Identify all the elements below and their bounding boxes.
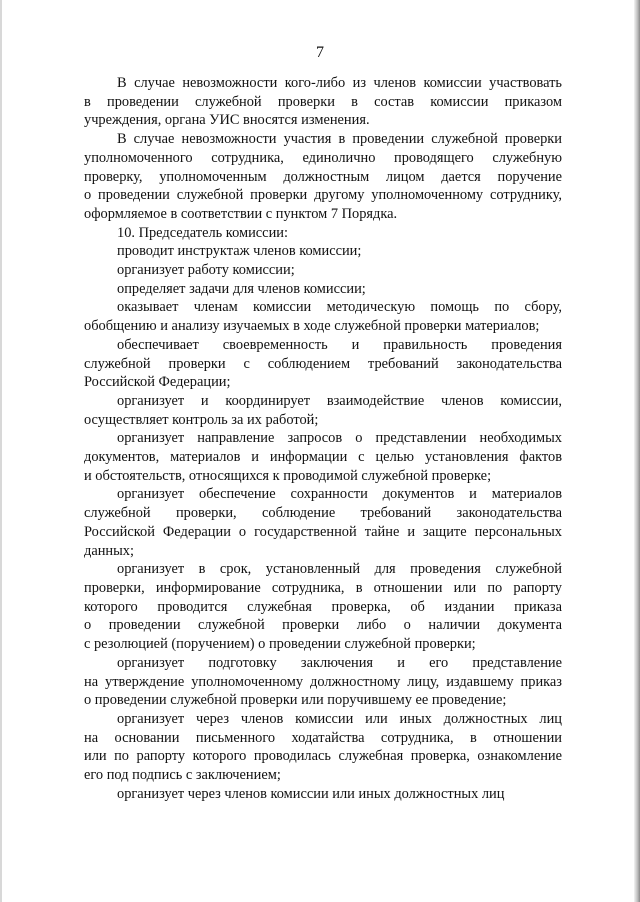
paragraph-line: В случае невозможности кого-либо из членов комиссии участвовать xyxy=(117,75,562,91)
paragraph-line: о проведении служебной проверки другому уполномоченному сотруднику, xyxy=(84,187,562,204)
document-body xyxy=(84,74,562,803)
paragraph-line: организует направление запросов о представлении необходимых xyxy=(117,430,562,447)
paragraph-line: оформляемое в соответствии с пунктом 7 Порядка. xyxy=(84,205,398,222)
paragraph-line: учреждения, органа УИС вносятся изменения. xyxy=(84,112,370,129)
paragraph-line: оказывает членам комиссии методическую помощь по сбору, xyxy=(117,299,562,316)
paragraph-line: в проведении служебной проверки в состав комиссии приказом xyxy=(84,93,562,110)
paragraph-line: проверку, уполномоченным должностным лицом дается поручение xyxy=(84,168,562,185)
scan-edge-left xyxy=(0,0,2,902)
paragraph-line: организует обеспечение сохранности документов и материалов xyxy=(117,486,562,503)
paragraph-line: данных; xyxy=(84,542,134,559)
paragraph-line: о проведении служебной проверки либо о наличии документа xyxy=(84,617,562,634)
paragraph-line: или по рапорту которого проводилась служебная проверка, ознакомление xyxy=(84,748,562,765)
paragraph-line: организует в срок, установленный для проведения служебной xyxy=(117,561,562,578)
paragraph-line: определяет задачи для членов комиссии; xyxy=(117,280,366,297)
paragraph-line: уполномоченного сотрудника, единолично проводящего служебную xyxy=(84,149,562,166)
paragraph-line: организует и координирует взаимодействие членов комиссии, xyxy=(117,392,562,409)
paragraph-line: документов, материалов и информации с целью установления фактов xyxy=(84,449,562,466)
paragraph-line: о проведении служебной проверки или поручившему ее проведение; xyxy=(84,692,507,709)
paragraph-line: обеспечивает своевременность и правильность проведения xyxy=(117,336,562,353)
paragraph-line: и обстоятельств, относящихся к проводимой служебной проверке; xyxy=(84,467,492,484)
paragraph-line: организует работу комиссии; xyxy=(117,262,295,279)
paragraph-line: Российской Федерации; xyxy=(84,374,231,391)
paragraph-line: проверки, информирование сотрудника, в отношении или по рапорту xyxy=(84,579,562,596)
paragraph-line: его под подпись с заключением; xyxy=(84,767,281,784)
paragraph-line: на основании письменного ходатайства сотрудника, в отношении xyxy=(84,729,562,746)
paragraph-line: которого проводится служебная проверка, об издании приказа xyxy=(84,598,562,615)
paragraph-line: обобщению и анализу изучаемых в ходе служебной проверки материалов; xyxy=(84,318,540,335)
paragraph-line: проводит инструктаж членов комиссии; xyxy=(117,243,362,260)
scan-edge-right xyxy=(634,0,640,902)
page-number: 7 xyxy=(316,44,324,61)
paragraph-line: организует через членов комиссии или иных должностных лиц xyxy=(117,785,505,802)
paragraph-line: Российской Федерации о государственной тайне и защите персональных xyxy=(84,523,562,540)
paragraph-line: организует через членов комиссии или иных должностных лиц xyxy=(117,710,562,727)
paragraph-line: служебной проверки с соблюдением требований законодательства xyxy=(84,355,562,372)
paragraph-line: 10. Председатель комиссии: xyxy=(117,224,288,241)
paragraph-line: В случае невозможности участия в проведении служебной проверки xyxy=(117,131,562,148)
paragraph-line: с резолюцией (поручением) о проведении служебной проверки; xyxy=(84,636,476,653)
paragraph-line: организует подготовку заключения и его представление xyxy=(117,654,562,671)
paragraph-line: на утверждение уполномоченному должностному лицу, издавшему приказ xyxy=(84,673,562,690)
paragraph-line: осуществляет контроль за их работой; xyxy=(84,411,319,428)
paragraph-line: служебной проверки, соблюдение требований законодательства xyxy=(84,505,562,522)
